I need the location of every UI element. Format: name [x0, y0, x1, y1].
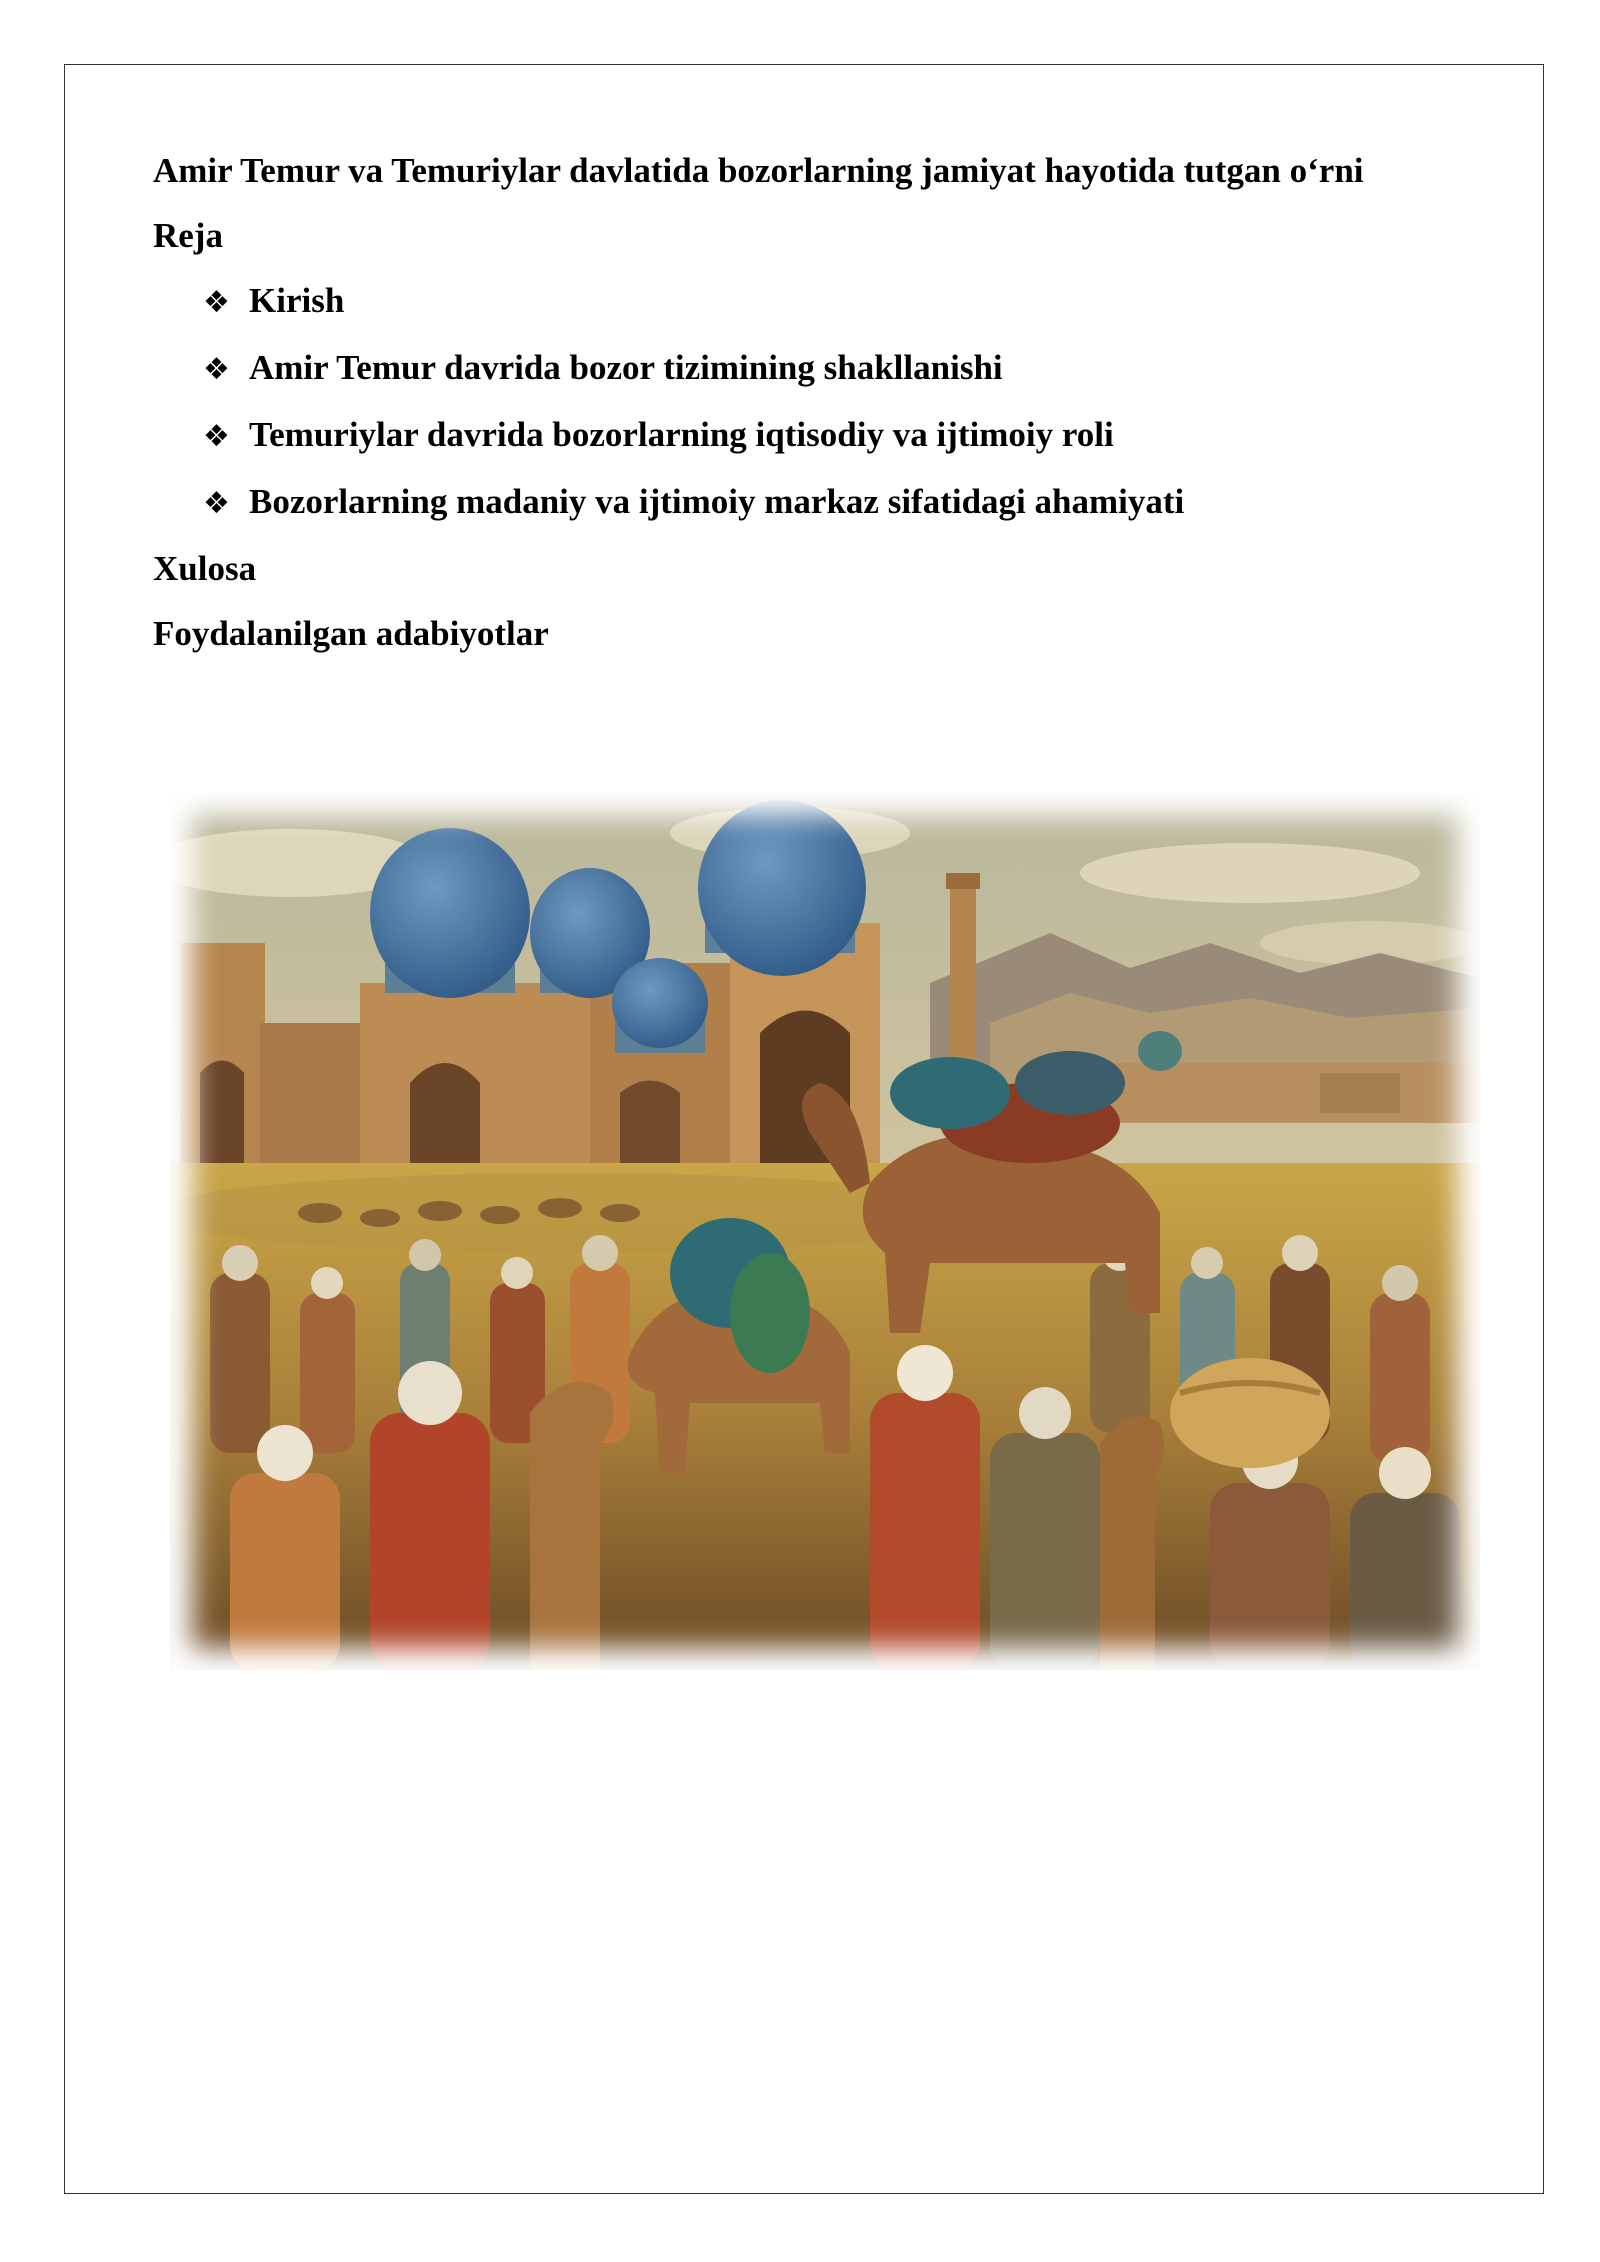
- plan-item-market-system: [203, 345, 1483, 392]
- plan-item-label: Bozorlarning madaniy va ijtimoiy markaz sifatidagi ahamiyati: [249, 482, 1185, 521]
- diamond-bullet-icon: ❖: [203, 352, 230, 387]
- diamond-bullet-icon: ❖: [203, 486, 230, 521]
- plan-item-label: Amir Temur davrida bozor tizimining shakllanishi: [249, 348, 1003, 387]
- plan-item-economic-role: [203, 412, 1483, 459]
- plan-heading: Reja: [153, 216, 223, 255]
- references-heading: Foydalanilgan adabiyotlar: [153, 614, 549, 653]
- diamond-bullet-icon: ❖: [203, 419, 230, 454]
- conclusion-heading: Xulosa: [153, 549, 257, 588]
- market-painting: [170, 793, 1480, 1670]
- plan-item-cultural-center: [203, 479, 1483, 526]
- plan-item-label: Kirish: [249, 281, 345, 320]
- plan-item-introduction: [203, 278, 1483, 325]
- market-painting-illustration: [170, 793, 1480, 1670]
- diamond-bullet-icon: ❖: [203, 285, 230, 320]
- plan-item-label: Temuriylar davrida bozorlarning iqtisodiy va ijtimoiy roli: [249, 415, 1114, 454]
- document-body: [153, 148, 1483, 676]
- plan-list: [153, 278, 1483, 526]
- document-title: Amir Temur va Temuriylar davlatida bozorlarning jamiyat hayotida tutgan o‘rni: [153, 151, 1364, 190]
